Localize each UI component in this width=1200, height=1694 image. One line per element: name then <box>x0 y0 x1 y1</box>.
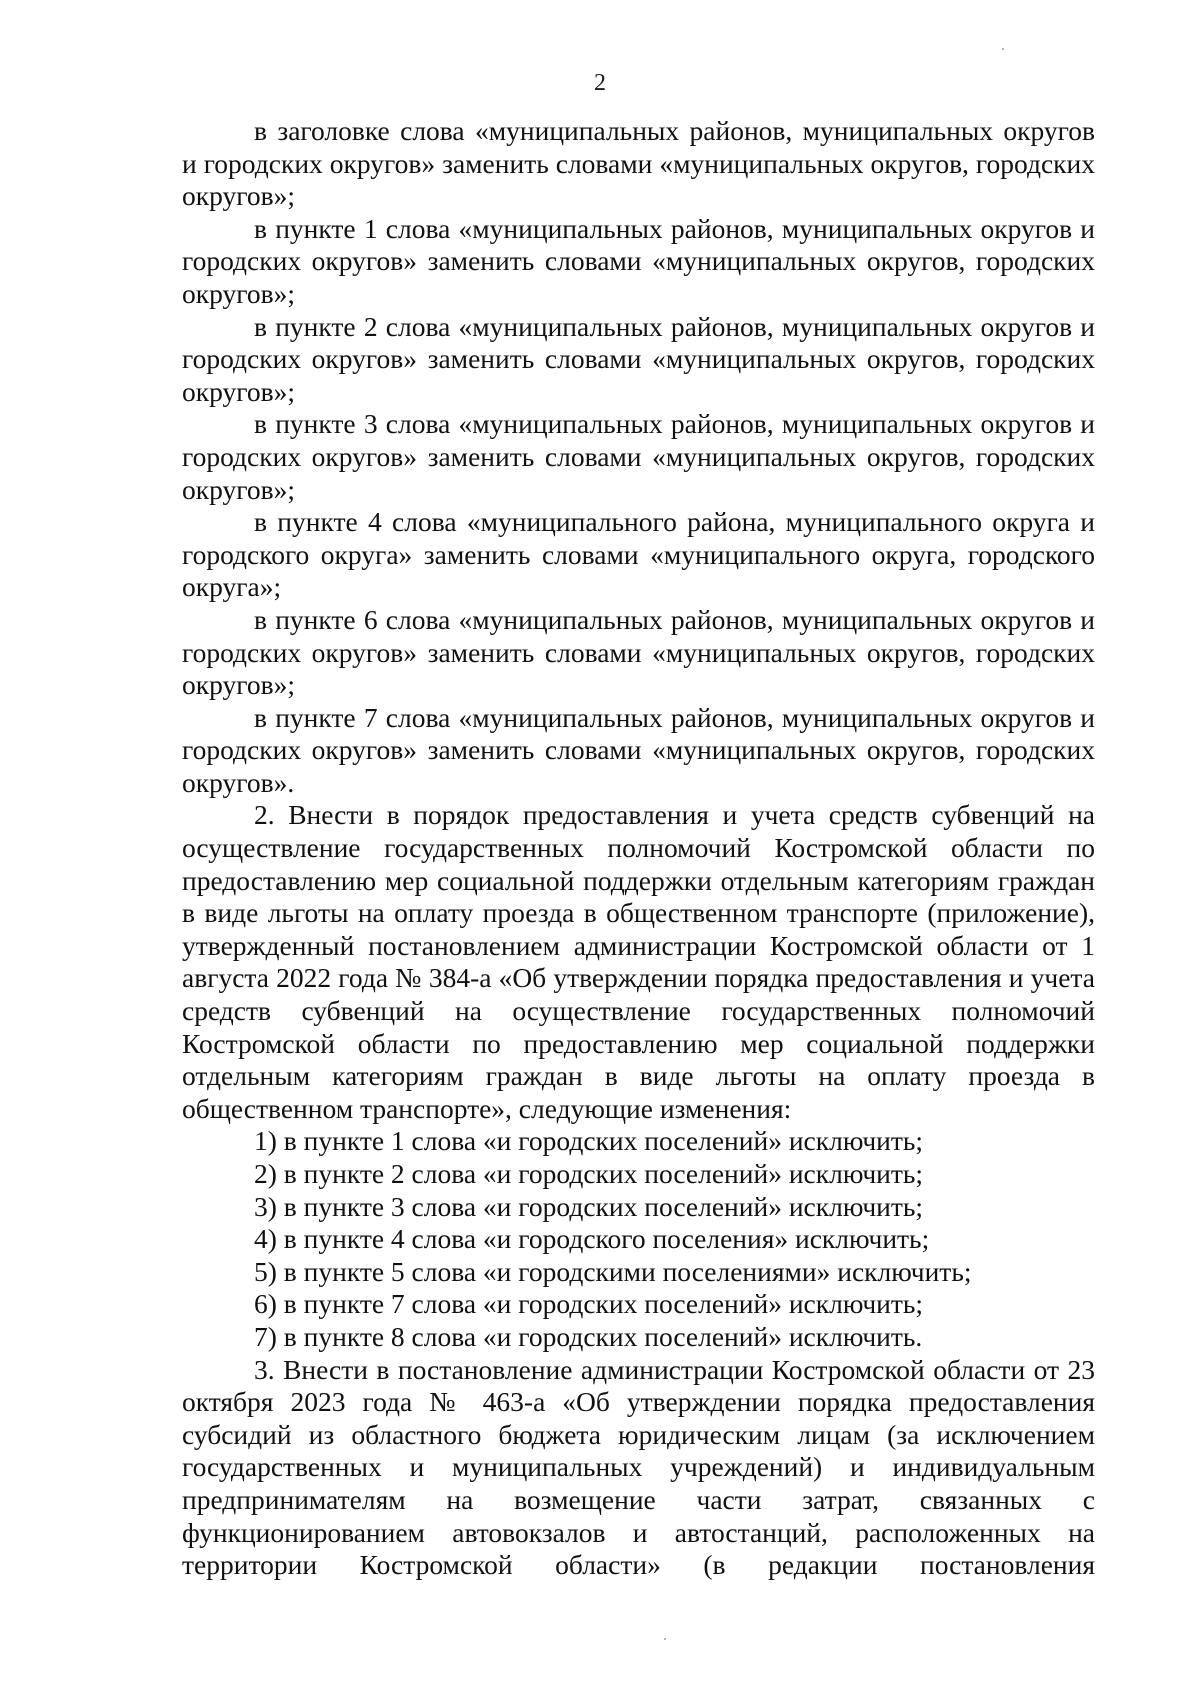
scan-speck <box>664 1638 666 1640</box>
edit-paragraph: в пункте 2 слова «муниципальных районов, муниципальных округов и городских округов» заменить словами «муниципальных округов, городских округов»; <box>182 310 1095 407</box>
section-2-list-item: 7) в пункте 8 слова «и городских поселений» исключить. <box>254 1320 923 1352</box>
edit-paragraph: в пункте 6 слова «муниципальных районов, муниципальных округов и городских округов» заменить словами «муниципальных округов, городских округов»; <box>182 603 1095 701</box>
page-number: 2 <box>594 70 606 96</box>
section-2-paragraph: 2. Внести в порядок предоставления и учета средств субвенций на осуществление государственных полномочий Костромской области по предоставлению мер социальной поддержки отдельным категориям граждан в виде льготы на оплату проезда в общественном транспорте (приложение), утвержденный постановлением администрации Костромской области от 1 августа 2022 года № 384-а «Об утверждении порядка предоставления и учета средств субвенций на осуществление государственных полномочий Костромской области по предоставлению мер социальной поддержки отдельным категориям граждан в виде льготы на оплату проезда в общественном транспорте», следующие изменения: <box>182 799 1095 1124</box>
section-2-list-item: 4) в пункте 4 слова «и городского поселения» исключить; <box>254 1223 930 1255</box>
section-2-list-item: 5) в пункте 5 слова «и городскими поселениями» исключить; <box>254 1255 972 1287</box>
edit-paragraph: в пункте 1 слова «муниципальных районов, муниципальных округов и городских округов» заменить словами «муниципальных округов, городских округов»; <box>182 212 1095 309</box>
edit-paragraph: в пункте 4 слова «муниципального района, муниципального округа и городского округа» заменить словами «муниципального округа, городского округа»; <box>182 506 1095 603</box>
edit-paragraph: в пункте 3 слова «муниципальных районов, муниципальных округов и городских округов» заменить словами «муниципальных округов, городских округов»; <box>182 408 1095 505</box>
scan-speck <box>1002 48 1004 50</box>
section-2-list-item: 2) в пункте 2 слова «и городских поселений» исключить; <box>254 1158 924 1189</box>
edit-paragraph: в заголовке слова «муниципальных районов, муниципальных округов и городских округов» заменить словами «муниципальных округов, городских округов»; <box>182 115 1095 212</box>
section-2-list-item: 6) в пункте 7 слова «и городских поселений» исключить; <box>254 1288 924 1320</box>
section-2-list-item: 1) в пункте 1 слова «и городских поселений» исключить; <box>254 1125 924 1157</box>
section-2-list-item: 3) в пункте 3 слова «и городских поселений» исключить; <box>254 1190 924 1222</box>
edit-paragraph: в пункте 7 слова «муниципальных районов, муниципальных округов и городских округов» заменить словами «муниципальных округов, городских округов». <box>182 701 1095 798</box>
section-3-paragraph: 3. Внести в постановление администрации Костромской области от 23 октября 2023 года № 463-а «Об утверждении порядка предоставления субсидий из областного бюджета юридическим лицам (за исключением государственных и муниципальных учреждений) и индивидуальным предпринимателям на возмещение части затрат, связанных с функционированием автовокзалов и автостанций, расположенных на территории Костромской области» (в редакции постановления <box>182 1353 1095 1581</box>
document-body <box>182 115 1095 1582</box>
